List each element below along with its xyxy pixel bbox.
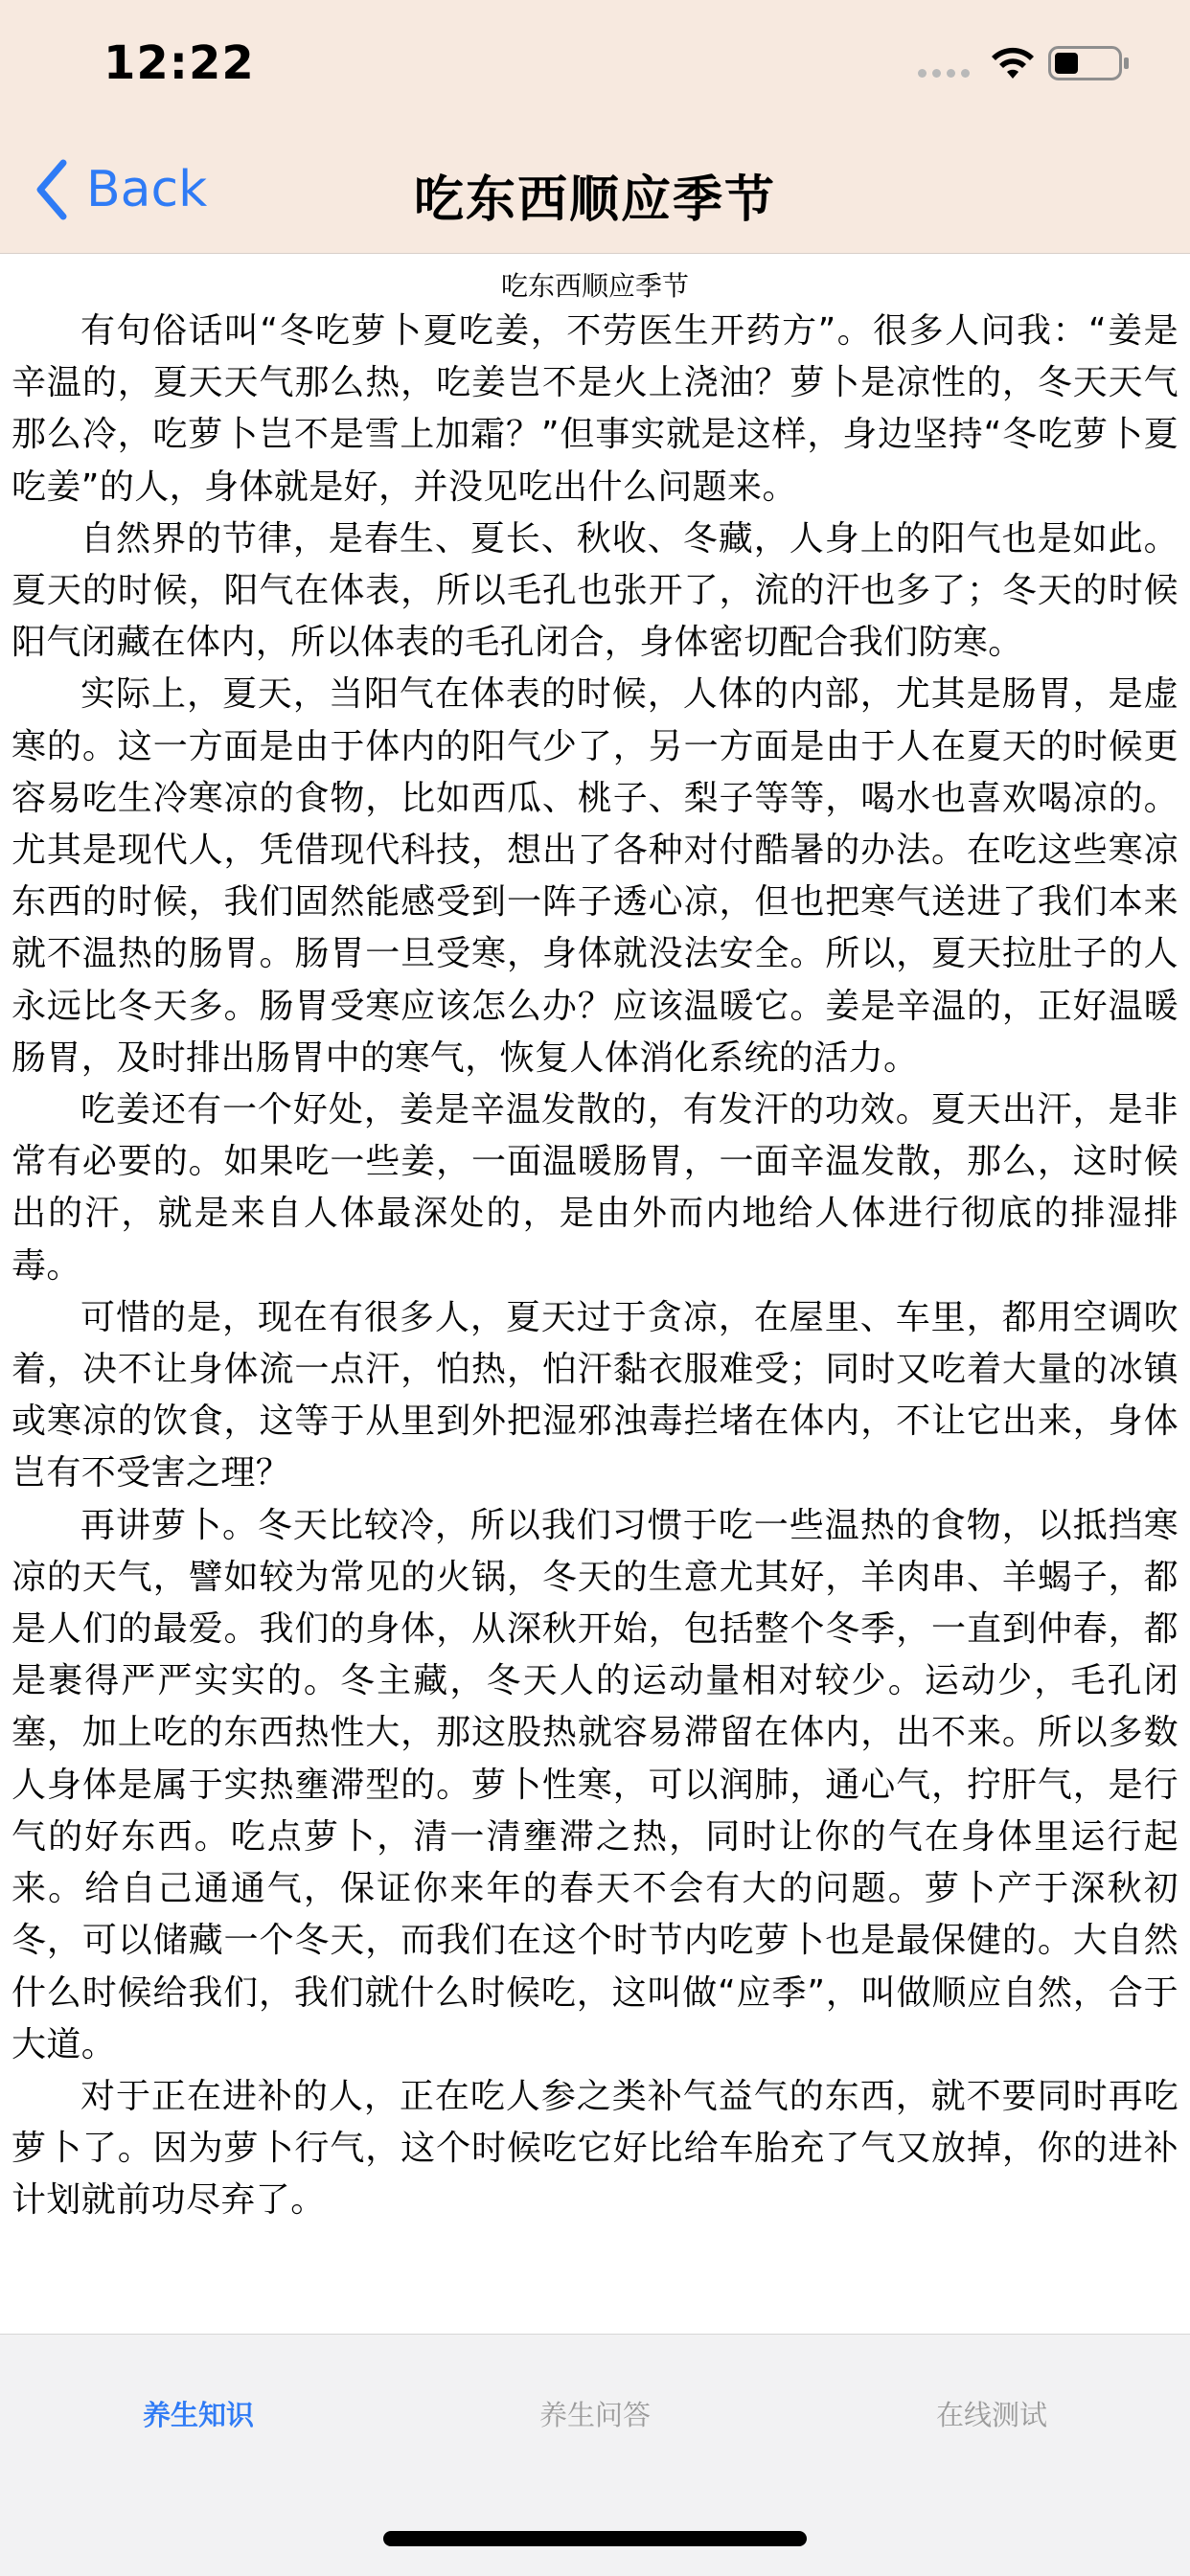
article-body	[0, 306, 1190, 2227]
back-button-label: Back	[86, 161, 208, 218]
battery-icon	[1048, 46, 1131, 80]
article-paragraph: 再讲萝卜。冬天比较冷，所以我们习惯于吃一些温热的食物，以抵挡寒凉的天气，譬如较为常见的火锅，冬天的生意尤其好，羊肉串、羊蝎子，都是人们的最爱。我们的身体，从深秋开始，包括整个冬季，一直到仲春，都是裹得严严实实的。冬主藏，冬天人的运动量相对较少。运动少，毛孔闭塞，加上吃的东西热性大，那这股热就容易滞留在体内，出不来。所以多数人身体是属于实热壅滞型的。萝卜性寒，可以润肺，通心气，拧肝气，是行气的好东西。吃点萝卜，清一清壅滞之热，同时让你的气在身体里运行起来。给自己通通气，保证你来年的春天不会有大的问题。萝卜产于深秋初冬，可以储藏一个冬天，而我们在这个时节内吃萝卜也是最保健的。大自然什么时候给我们，我们就什么时候吃，这叫做“应季”，叫做顺应自然，合于大道。	[11, 1505, 1179, 2064]
article-paragraph: 对于正在进补的人，正在吃人参之类补气益气的东西，就不要同时再吃萝卜了。因为萝卜行气，这个时候吃它好比给车胎充了气又放掉，你的进补计划就前功尽弃了。	[11, 2076, 1179, 2221]
home-indicator[interactable]	[383, 2531, 807, 2546]
status-time: 12:22	[103, 36, 255, 90]
tab-health-qa[interactable]: 养生问答	[538, 2399, 651, 2431]
article-scroll-view[interactable]	[0, 254, 1190, 2333]
status-bar	[0, 0, 1190, 126]
wifi-icon	[991, 46, 1035, 80]
article-paragraph: 可惜的是，现在有很多人，夏天过于贪凉，在屋里、车里，都用空调吹着，决不让身体流一点汗，怕热，怕汗黏衣服难受；同时又吃着大量的冰镇或寒凉的饮食，这等于从里到外把湿邪浊毒拦堵在体内，不让它出来，身体岂有不受害之理？	[11, 1297, 1179, 1493]
tab-online-test[interactable]: 在线测试	[935, 2399, 1047, 2431]
cellular-signal-icon	[918, 69, 970, 78]
article-paragraph: 自然界的节律，是春生、夏长、秋收、冬藏，人身上的阳气也是如此。夏天的时候，阳气在体表，所以毛孔也张开了，流的汗也多了；冬天的时候阳气闭藏在体内，所以体表的毛孔闭合，身体密切配合我们防寒。	[11, 518, 1179, 663]
article-title: 吃东西顺应季节	[500, 270, 689, 302]
navigation-bar	[0, 126, 1190, 254]
page-title: 吃东西顺应季节	[413, 171, 776, 229]
article-paragraph: 吃姜还有一个好处，姜是辛温发散的，有发汗的功效。夏天出汗，是非常有必要的。如果吃一些姜，一面温暖肠胃，一面辛温发散，那么，这时候出的汗，就是来自人体最深处的，是由外而内地给人体进行彻底的排湿排毒。	[11, 1090, 1179, 1286]
article-paragraph: 实际上，夏天，当阳气在体表的时候，人体的内部，尤其是肠胃，是虚寒的。这一方面是由于体内的阳气少了，另一方面是由于人在夏天的时候更容易吃生冷寒凉的食物，比如西瓜、桃子、梨子等等，喝水也喜欢喝凉的。尤其是现代人，凭借现代科技，想出了各种对付酷暑的办法。在吃这些寒凉东西的时候，我们固然能感受到一阵子透心凉，但也把寒气送进了我们本来就不温热的肠胃。肠胃一旦受寒，身体就没法安全。所以，夏天拉肚子的人永远比冬天多。肠胃受寒应该怎么办？应该温暖它。姜是辛温的，正好温暖肠胃，及时排出肠胃中的寒气，恢复人体消化系统的活力。	[11, 674, 1179, 1078]
tab-health-knowledge[interactable]: 养生知识	[142, 2399, 254, 2431]
article-paragraph: 有句俗话叫“冬吃萝卜夏吃姜，不劳医生开药方”。很多人问我：“姜是辛温的，夏天天气那么热，吃姜岂不是火上浇油？萝卜是凉性的，冬天天气那么冷，吃萝卜岂不是雪上加霜？”但事实就是这样，身边坚持“冬吃萝卜夏吃姜”的人，身体就是好，并没见吃出什么问题来。	[11, 311, 1179, 507]
